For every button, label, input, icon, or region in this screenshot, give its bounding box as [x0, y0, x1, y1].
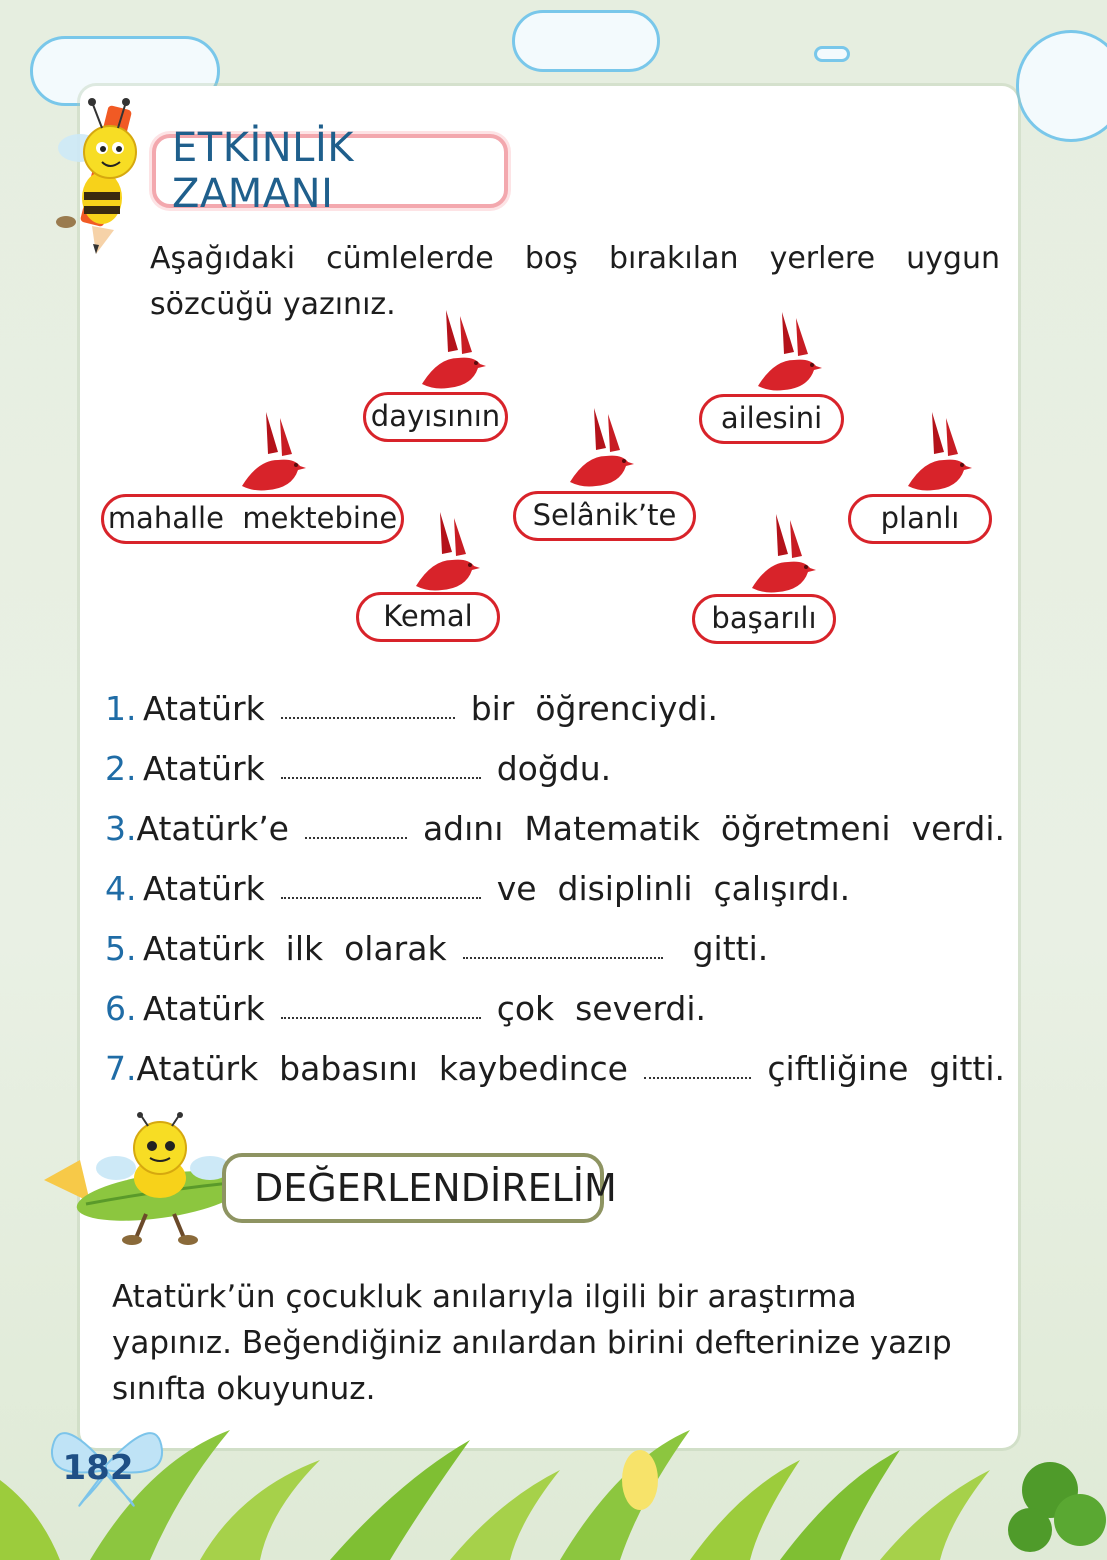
sentence-start: Atatürk’e: [136, 808, 289, 848]
sentence-list: [105, 678, 1005, 1098]
bird-icon: [748, 510, 818, 600]
sentence-number: 3.: [105, 808, 137, 848]
blank-line[interactable]: [281, 757, 481, 779]
bird-icon: [412, 508, 482, 598]
bird-icon: [904, 408, 974, 498]
sentence-end: ve disiplinli çalışırdı.: [496, 868, 851, 908]
cloud-decoration: [512, 10, 660, 72]
sentence-number: 2.: [105, 748, 137, 788]
blank-line[interactable]: [281, 997, 481, 1019]
bee-pencil-icon: [52, 88, 162, 258]
page-number: 182: [62, 1448, 134, 1488]
cloud-decoration: [814, 46, 850, 62]
evaluation-text: Atatürk’ün çocukluk anılarıyla ilgili bir araştırma yapınız. Beğendiğiniz anılardan birini defterinize yazıp sınıfta okuyunuz.: [112, 1279, 952, 1407]
blank-line[interactable]: [305, 817, 407, 839]
evaluation-title: DEĞERLENDİRELİM: [254, 1166, 617, 1210]
sentence-number: 6.: [105, 988, 137, 1028]
sentence-start: Atatürk: [143, 868, 265, 908]
sentence-start: Atatürk: [143, 988, 265, 1028]
word-option: dayısının: [363, 392, 508, 442]
bird-icon: [566, 404, 636, 494]
sentence-row: [105, 858, 1005, 918]
sentence-end: doğdu.: [496, 748, 612, 788]
sentence-number: 1.: [105, 688, 137, 728]
activity-title-box: [152, 125, 508, 217]
sentence-row: [105, 1038, 1005, 1098]
sentence-start: Atatürk: [143, 688, 265, 728]
sentence-end: çiftliğine gitti.: [767, 1048, 1005, 1088]
sentence-end: bir öğrenciydi.: [470, 688, 718, 728]
bee-leaf-icon: [40, 1112, 230, 1252]
blank-line[interactable]: [644, 1057, 751, 1079]
bird-icon: [238, 408, 308, 498]
sentence-number: 4.: [105, 868, 137, 908]
sentence-start: Atatürk babasını kaybedince: [136, 1048, 628, 1088]
cloud-decoration: [1016, 30, 1107, 142]
grass-decoration: [0, 1420, 1107, 1560]
sentence-row: [105, 738, 1005, 798]
evaluation-title-box: [222, 1153, 617, 1223]
word-option: başarılı: [692, 594, 836, 644]
sentence-row: [105, 978, 1005, 1038]
word-option: Kemal: [356, 592, 500, 642]
blank-line[interactable]: [463, 937, 663, 959]
word-option: ailesini: [699, 394, 844, 444]
sentence-start: Atatürk ilk olarak: [143, 928, 447, 968]
sentence-row: [105, 918, 1005, 978]
word-option: mahalle mektebine: [101, 494, 404, 544]
sentence-row: [105, 798, 1005, 858]
blank-line[interactable]: [281, 877, 481, 899]
sentence-row: [105, 678, 1005, 738]
activity-title: ETKİNLİK ZAMANI: [172, 125, 354, 217]
sentence-number: 7.: [105, 1048, 137, 1088]
word-option: planlı: [848, 494, 992, 544]
bird-icon: [754, 308, 824, 398]
blank-line[interactable]: [281, 697, 455, 719]
word-option: Selânik’te: [513, 491, 696, 541]
instruction-text: Aşağıdaki cümlelerde boş bırakılan yerlere uygun sözcüğü yazınız.: [150, 241, 1000, 322]
sentence-end: çok severdi.: [496, 988, 707, 1028]
sentence-start: Atatürk: [143, 748, 265, 788]
sentence-end: adını Matematik öğretmeni verdi.: [422, 808, 1005, 848]
sentence-end: gitti.: [692, 928, 769, 968]
sentence-number: 5.: [105, 928, 137, 968]
bird-icon: [418, 306, 488, 396]
